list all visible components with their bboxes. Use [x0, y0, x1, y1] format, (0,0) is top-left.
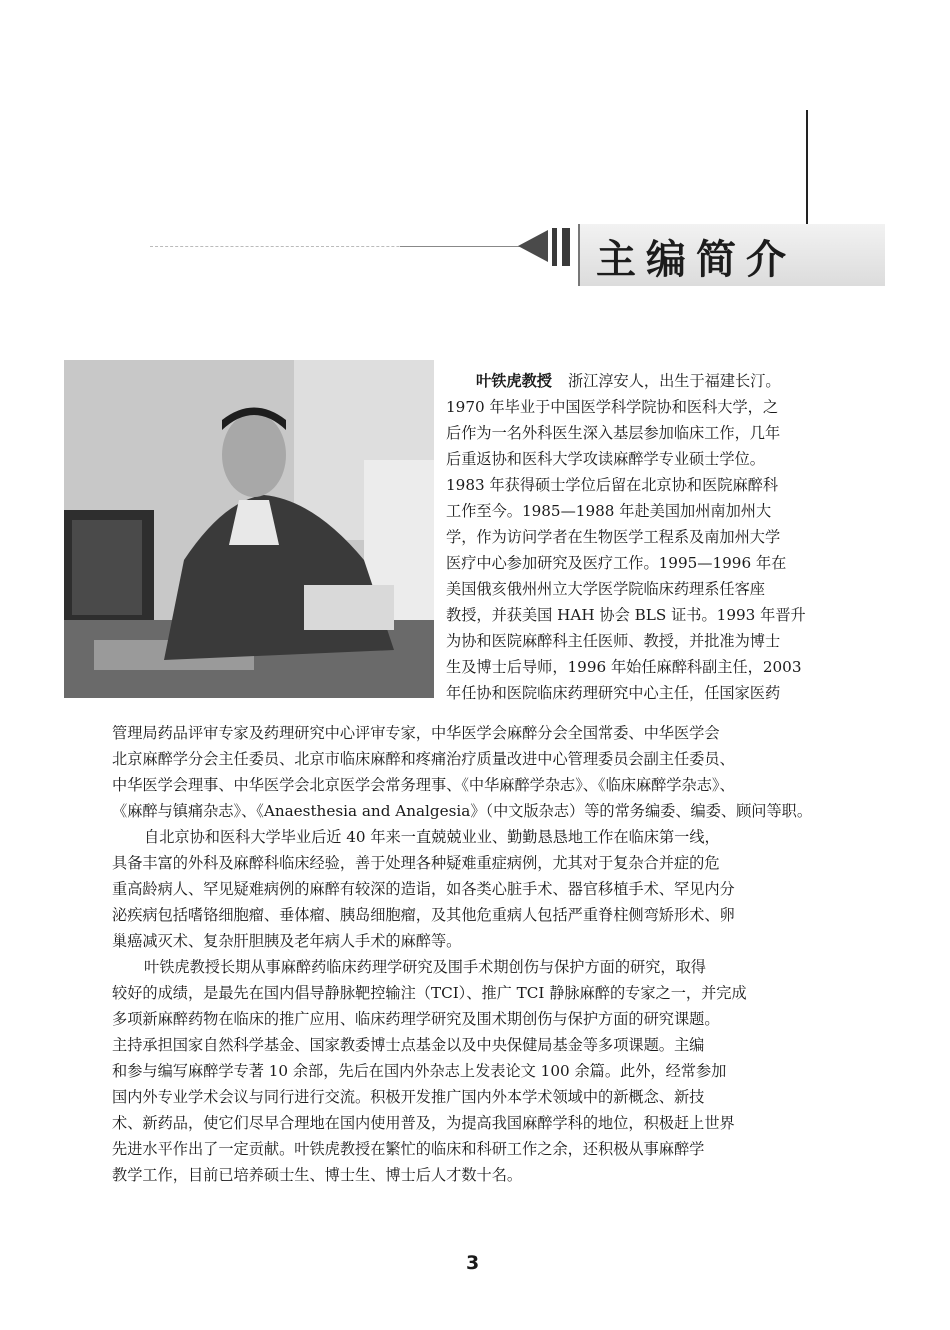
bio-line: 术、新药品，使它们尽早合理地在国内使用普及，为提高我国麻醉学科的地位，积极赶上世界 [112, 1114, 735, 1132]
bio-line: 重高龄病人、罕见疑难病例的麻醉有较深的造诣，如各类心脏手术、器官移植手术、罕见内分 [112, 880, 735, 898]
bio-line: 教授，并获美国 HAH 协会 BLS 证书。1993 年晋升 [446, 606, 806, 624]
bio-line: 自北京协和医科大学毕业后近 40 年来一直兢兢业业、勤勤恳恳地工作在临床第一线， [144, 828, 720, 846]
bio-line: 工作至今。1985—1988 年赴美国加州南加州大 [446, 502, 772, 520]
header-stripe [562, 228, 570, 266]
bio-text-top [446, 368, 886, 706]
bio-line: 教学工作，目前已培养硕士生、博士生、博士后人才数十名。 [112, 1166, 523, 1184]
bio-line: 《麻醉与镇痛杂志》、《Anaesthesia and Analgesia》（中文版杂志）等的常务编委、编委、顾问等职。 [112, 802, 813, 820]
portrait-photo [64, 360, 434, 698]
bio-line: 北京麻醉学分会主任委员、北京市临床麻醉和疼痛治疗质量改进中心管理委员会副主任委员、 [112, 750, 735, 768]
bio-line: 后重返协和医科大学攻读麻醉学专业硕士学位。 [446, 450, 765, 468]
bio-first-line [446, 368, 886, 394]
bio-line: 浙江淳安人，出生于福建长汀。 [567, 372, 781, 390]
page-number: 3 [466, 1252, 480, 1274]
bio-line: 生及博士后导师，1996 年始任麻醉科副主任，2003 [446, 658, 802, 676]
bio-line: 1970 年毕业于中国医学科学院协和医科大学，之 [446, 398, 779, 416]
bio-line: 学，作为访问学者在生物医学工程系及南加州大学 [446, 528, 781, 546]
bio-line: 主持承担国家自然科学基金、国家教委博士点基金以及中央保健局基金等多项课题。主编 [112, 1036, 705, 1054]
bio-line: 后作为一名外科医生深入基层参加临床工作，几年 [446, 424, 781, 442]
bio-line: 国内外专业学术会议与同行进行交流。积极开发推广国内外本学术领域中的新概念、新技 [112, 1088, 705, 1106]
bio-line: 医疗中心参加研究及医疗工作。1995—1996 年在 [446, 554, 787, 572]
bio-line: 为协和医院麻醉科主任医师、教授，并批准为博士 [446, 632, 781, 650]
bio-line: 先进水平作出了一定贡献。叶铁虎教授在繁忙的临床和科研工作之余，还积极从事麻醉学 [112, 1140, 705, 1158]
bio-line: 具备丰富的外科及麻醉科临床经验，善于处理各种疑难重症病例，尤其对于复杂合并症的危 [112, 854, 720, 872]
bio-line: 年任协和医院临床药理研究中心主任，任国家医药 [446, 684, 781, 702]
arrow-left-icon [518, 230, 548, 262]
bio-text-full [112, 720, 884, 1188]
bio-line: 1983 年获得硕士学位后留在北京协和医院麻醉科 [446, 476, 779, 494]
bio-line: 泌疾病包括嗜铬细胞瘤、垂体瘤、胰岛细胞瘤，及其他危重病人包括严重脊柱侧弯矫形术、卵 [112, 906, 735, 924]
bio-line: 巢癌减灭术、复杂肝胆胰及老年病人手术的麻醉等。 [112, 932, 462, 950]
header-stripe [552, 228, 557, 266]
author-name: 叶铁虎教授 [476, 372, 552, 390]
page-title: 主编简介 [596, 236, 796, 283]
bio-line: 中华医学会理事、中华医学会北京医学会常务理事、《中华麻醉学杂志》、《临床麻醉学杂志》、 [112, 776, 735, 794]
bio-line: 叶铁虎教授长期从事麻醉药临床药理学研究及围手术期创伤与保护方面的研究，取得 [144, 958, 706, 976]
header-solid-rule [400, 246, 530, 247]
bio-line: 管理局药品评审专家及药理研究中心评审专家，中华医学会麻醉分会全国常委、中华医学会 [112, 724, 720, 742]
bio-line: 美国俄亥俄州州立大学医学院临床药理系任客座 [446, 580, 765, 598]
bio-line: 较好的成绩，是最先在国内倡导静脉靶控输注（TCI）、推广 TCI 静脉麻醉的专家之一，并完成 [112, 984, 747, 1002]
bio-line: 多项新麻醉药物在临床的推广应用、临床药理学研究及围术期创伤与保护方面的研究课题。 [112, 1010, 720, 1028]
bio-line: 和参与编写麻醉学专著 10 余部，先后在国内外杂志上发表论文 100 余篇。此外，经常参加 [112, 1062, 727, 1080]
